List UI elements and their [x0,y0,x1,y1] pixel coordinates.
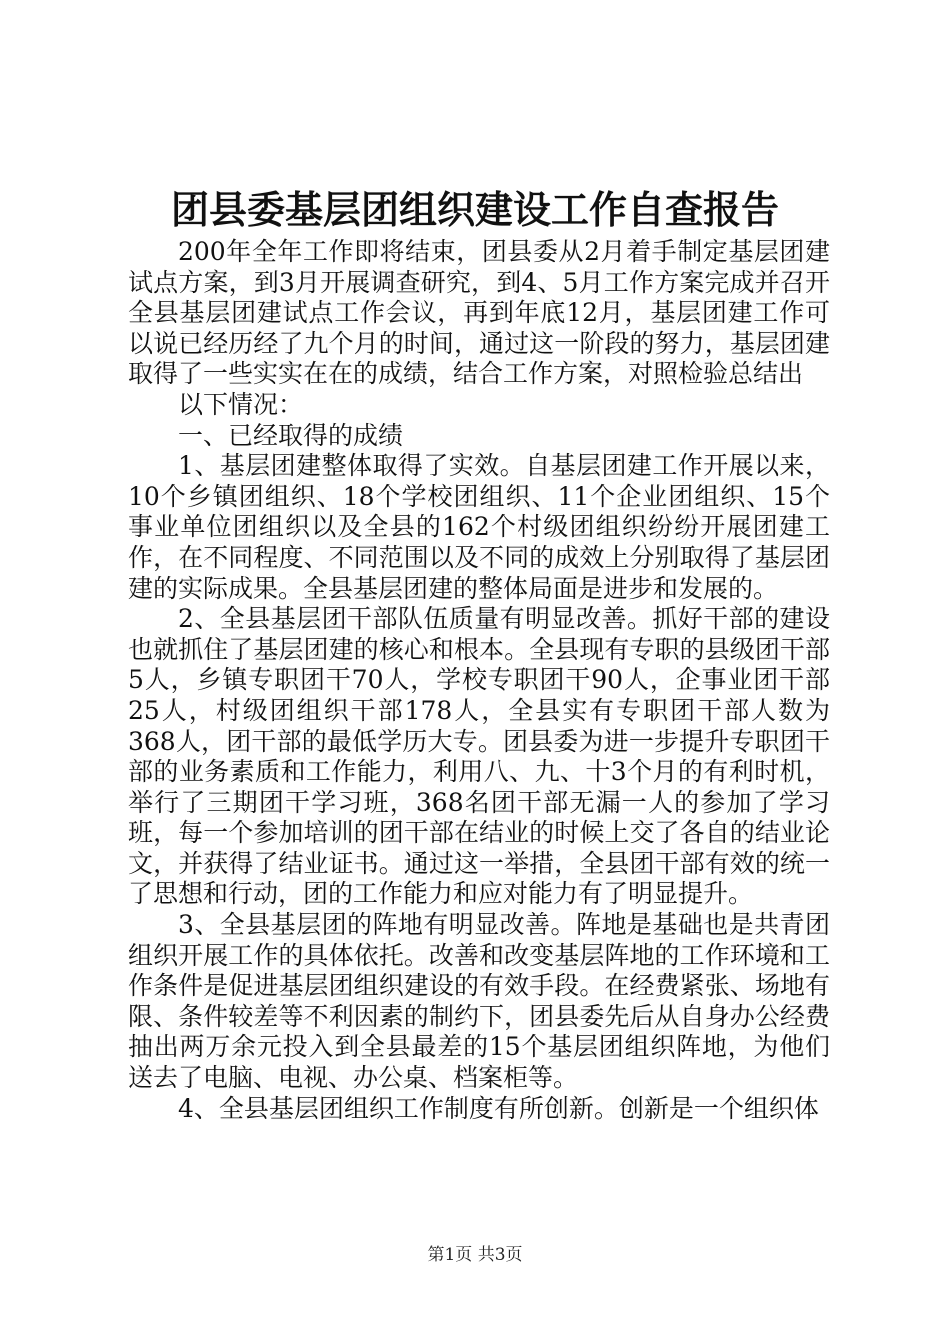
page-footer: 第1页 共3页 [427,1245,523,1265]
paragraph-intro-continued: 以下情况： [178,389,304,419]
paragraph-item-4: 4、全县基层团组织工作制度有所创新。创新是一个组织体 [178,1093,819,1123]
document-title: 团县委基层团组织建设工作自查报告 [170,187,779,232]
paragraph-item-1: 1、基层团建整体取得了实效。自基层团建工作开展以来，10个乡镇团组织、18个学校团组织、11个企业团组织、15个事业单位团组织以及全县的162个村级团组织纷纷开展团建工作，在不同程度、不同范围以及不同的成效上分别取得了基层团建的实际成果。全县基层团建的整体局面是进步和发展的。 [128,451,830,603]
paragraph-item-3: 3、全县基层团的阵地有明显改善。阵地是基础也是共青团组织开展工作的具体依托。改善和改变基层阵地的工作环境和工作条件是促进基层团组织建设的有效手段。在经费紧张、场地有限、条件较差等不利因素的制约下，团县委先后从自身办公经费抽出两万余元投入到全县最差的15个基层团组织阵地，为他们送去了电脑、电视、办公桌、档案柜等。 [128,910,830,1093]
section-heading-achievements: 一、已经取得的成绩 [178,420,404,450]
paragraph-intro: 200年全年工作即将结束，团县委从2月着手制定基层团建试点方案，到3月开展调查研究，到4、5月工作方案完成并召开全县基层团建试点工作会议，再到年底12月，基层团建工作可以说已经历经了九个月的时间，通过这一阶段的努力，基层团建取得了一些实实在在的成绩，结合工作方案，对照检验总结出 [128,237,830,389]
paragraph-item-2: 2、全县基层团干部队伍质量有明显改善。抓好干部的建设也就抓住了基层团建的核心和根本。全县现有专职的县级团干部5人，乡镇专职团干70人，学校专职团干90人，企事业团干部25人，村级团组织干部178人，全县实有专职团干部人数为368人，团干部的最低学历大专。团县委为进一步提升专职团干部的业务素质和工作能力，利用八、九、十3个月的有利时机，举行了三期团干学习班，368名团干部无漏一人的参加了学习班，每一个参加培训的团干部在结业的时候上交了各自的结业论文，并获得了结业证书。通过这一举措，全县团干部有效的统一了思想和行动，团的工作能力和应对能力有了明显提升。 [128,604,830,909]
document-body [128,237,830,1124]
